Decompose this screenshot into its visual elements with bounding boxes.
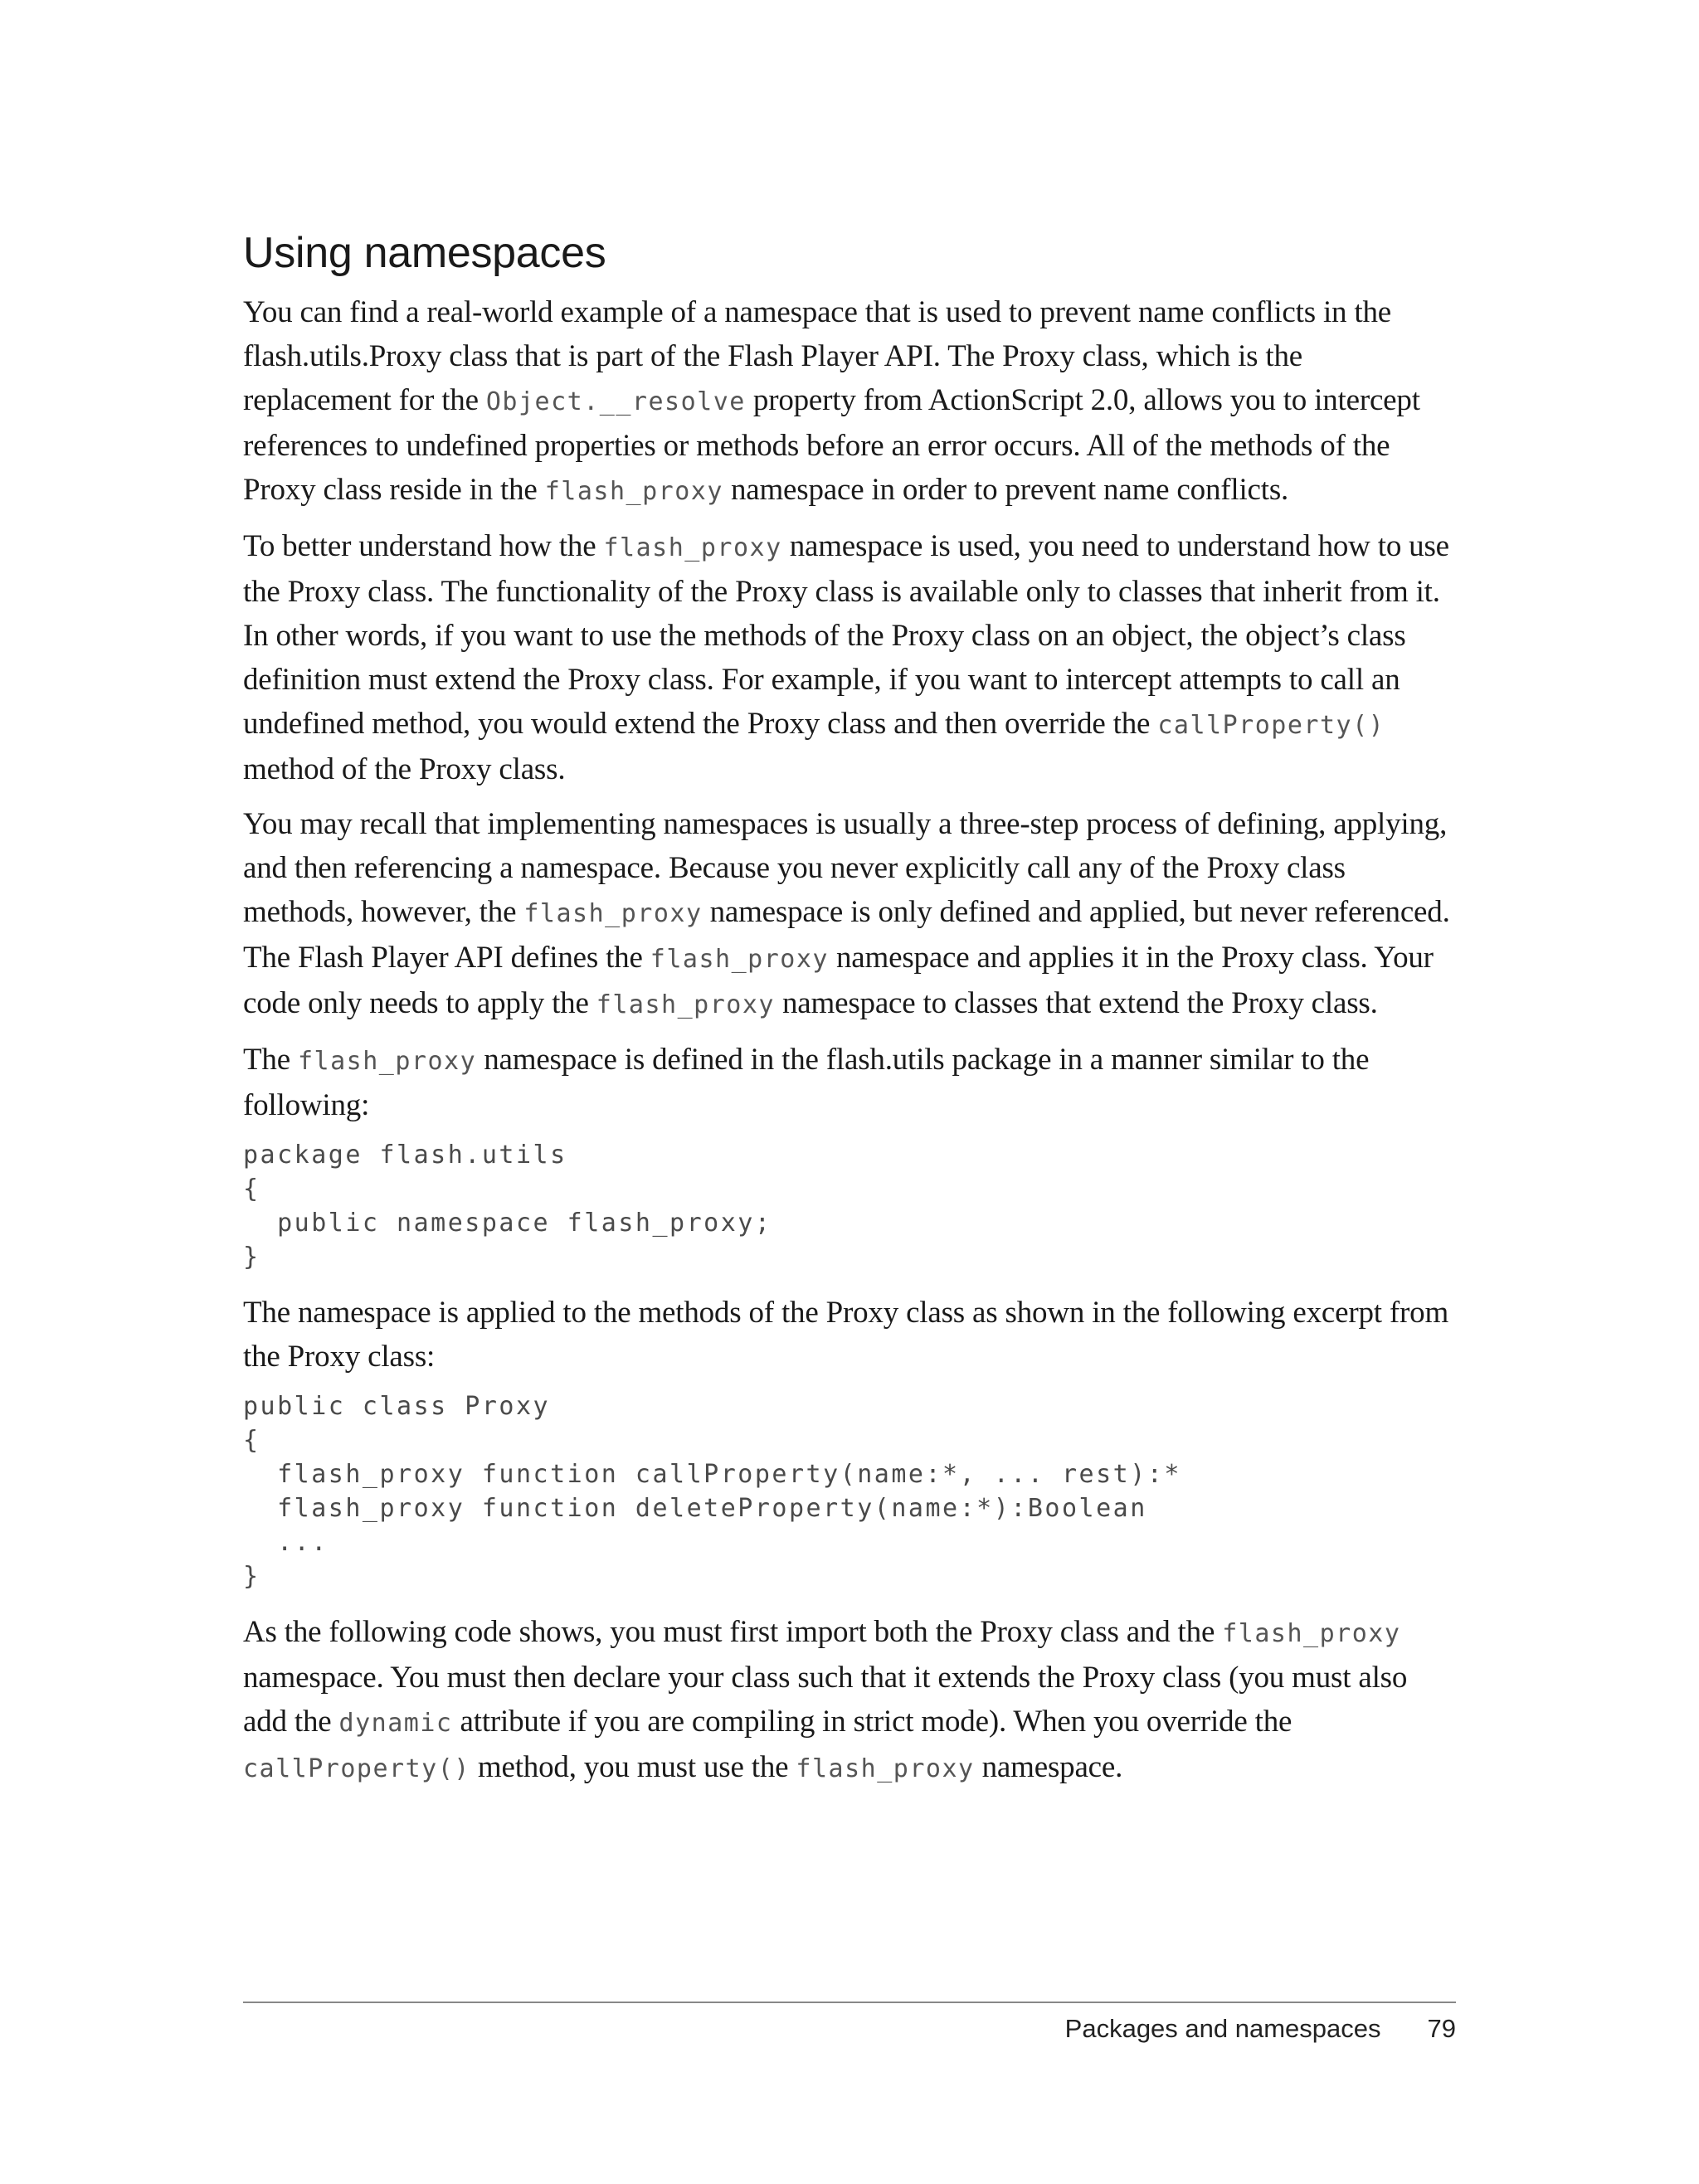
- inline-code: callProperty(): [1157, 711, 1385, 740]
- page-number: 79: [1427, 2014, 1456, 2043]
- inline-code: flash_proxy: [603, 533, 782, 562]
- section-heading: Using namespaces: [243, 229, 606, 277]
- inline-code: flash_proxy: [544, 477, 723, 506]
- code-block-package: package flash.utils { public namespace flash_proxy; }: [243, 1141, 772, 1272]
- text: You may recall that implementing namespaces is usually a three-step process of defining, applying, and then referencing a namespace. Because you never explicitly call any of the Proxy class methods, however, the: [243, 807, 1448, 929]
- text: To better understand how the: [243, 529, 604, 563]
- inline-code: flash_proxy: [1222, 1619, 1401, 1648]
- page-content: [243, 224, 1456, 1802]
- paragraph-2: [243, 524, 1456, 791]
- text: method, you must use the: [470, 1750, 796, 1784]
- text: namespace and applies it in the Proxy class. Your code only needs to apply the: [243, 941, 1434, 1020]
- text: property from ActionScript 2.0, allows you to intercept references to undefined properties or methods before an error occurs. All of the methods of the Proxy class reside in the: [243, 383, 1420, 507]
- text: The: [243, 1043, 298, 1077]
- paragraph-5: [243, 1291, 1456, 1379]
- text: You can find a real-world example of a namespace that is used to prevent name conflicts in the flash.utils.Proxy class that is part of the Flash Player API. The Proxy class, which is the replacement for the: [243, 295, 1392, 417]
- inline-code: dynamic: [338, 1709, 453, 1738]
- inline-code: flash_proxy: [650, 945, 829, 974]
- code-block-proxy-class: public class Proxy { flash_proxy function callProperty(name:*, ... rest):* flash_proxy function deleteProperty(name:*):Boolean ... }: [243, 1392, 1181, 1591]
- text: The namespace is applied to the methods of the Proxy class as shown in the following excerpt from the Proxy class:: [243, 1296, 1449, 1374]
- text: namespace is only defined and applied, but never referenced. The Flash Player API defines the: [243, 895, 1450, 975]
- text: attribute if you are compiling in strict mode). When you override the: [452, 1705, 1293, 1739]
- inline-code: Object.__resolve: [485, 387, 746, 416]
- inline-code: callProperty(): [243, 1754, 470, 1783]
- text: namespace.: [974, 1750, 1123, 1784]
- text: method of the Proxy class.: [243, 752, 566, 786]
- text: namespace is defined in the flash.utils package in a manner similar to the following:: [243, 1043, 1370, 1122]
- inline-code: flash_proxy: [523, 899, 703, 928]
- inline-code: flash_proxy: [796, 1754, 975, 1783]
- text: namespace to classes that extend the Proxy class.: [774, 986, 1378, 1020]
- text: namespace in order to prevent name conflicts.: [723, 473, 1289, 507]
- footer-rule: [243, 2002, 1456, 2003]
- text: namespace is used, you need to understand how to use the Proxy class. The functionality of the Proxy class is available only to classes that inherit from it. In other words, if you want to use the methods of the Proxy class on an object, the object’s class definition must extend the Proxy class. For example, if you want to intercept attempts to call an undefined method, you would extend the Proxy class and then override the: [243, 529, 1449, 741]
- paragraph-3: [243, 802, 1456, 1027]
- paragraph-4: [243, 1038, 1456, 1127]
- paragraph-1: [243, 290, 1456, 513]
- inline-code: flash_proxy: [596, 990, 775, 1019]
- chapter-title: Packages and namespaces: [1064, 2014, 1381, 2043]
- text: namespace. You must then declare your class such that it extends the Proxy class (you must also add the: [243, 1661, 1408, 1739]
- page-footer: [1065, 2014, 1456, 2044]
- paragraph-6: [243, 1610, 1456, 1791]
- inline-code: flash_proxy: [297, 1047, 477, 1076]
- text: As the following code shows, you must first import both the Proxy class and the: [243, 1615, 1223, 1649]
